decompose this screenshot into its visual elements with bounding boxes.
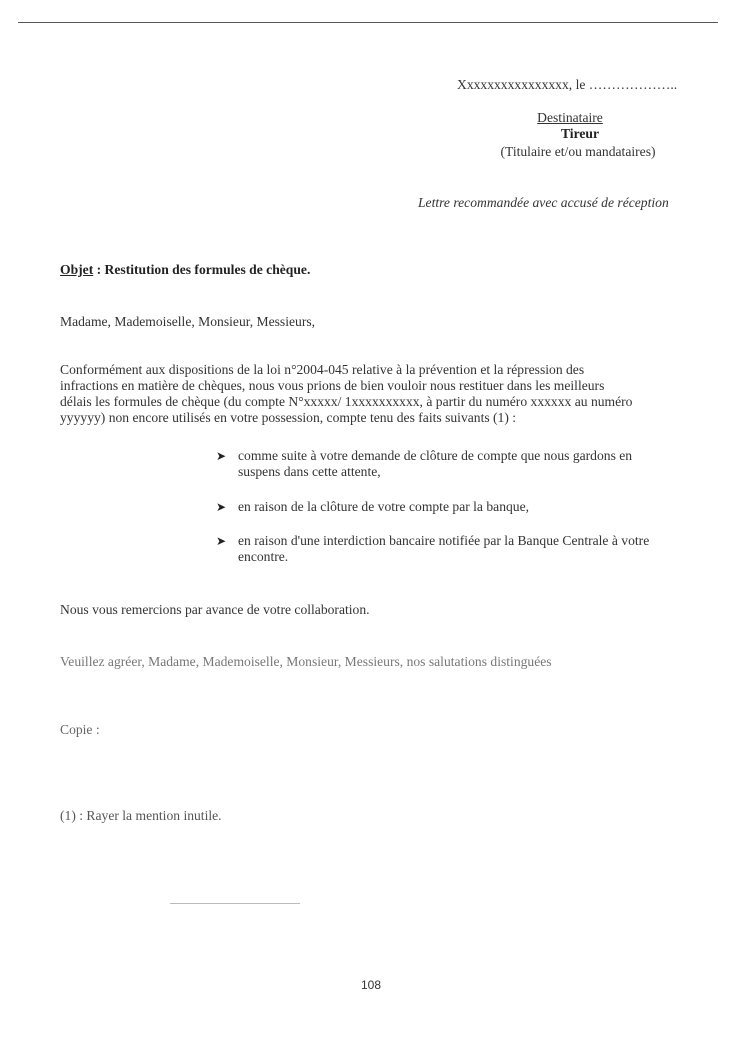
bullet-line: encontre. [238, 549, 289, 564]
bullet-line: suspens dans cette attente, [238, 464, 381, 479]
footnote: (1) : Rayer la mention inutile. [60, 808, 222, 823]
copy-label: Copie : [60, 722, 100, 737]
scan-top-line [18, 22, 718, 23]
bullet-line: en raison de la clôture de votre compte par la banque, [238, 499, 530, 514]
scan-bottom-mark [170, 903, 300, 904]
arrowhead-bullet-icon: ➤ [216, 534, 227, 548]
subject-text: : Restitution des formules de chèque. [93, 262, 311, 277]
body-line: infractions en matière de chèques, nous vous prions de bien vouloir nous restituer dans les meilleurs [60, 378, 605, 393]
subject-label: Objet [60, 262, 94, 277]
arrowhead-bullet-icon: ➤ [216, 449, 227, 463]
place-date: Xxxxxxxxxxxxxxxx, le ……………….. [457, 77, 678, 92]
subject-line [60, 262, 310, 278]
recipient: Tireur [560, 126, 599, 141]
recipient-detail: (Titulaire et/ou mandataires) [500, 144, 656, 159]
body-line: délais les formules de chèque (du compte N°xxxxx/ 1xxxxxxxxxx, à partir du numéro xxxxxx au numéro [60, 394, 633, 409]
salutation: Madame, Mademoiselle, Monsieur, Messieurs, [60, 314, 316, 329]
body-line: Conformément aux dispositions de la loi n°2004-045 relative à la prévention et la répression des [60, 362, 585, 377]
delivery-mode: Lettre recommandée avec accusé de réception [418, 195, 669, 210]
page-number: 108 [361, 978, 382, 992]
closing-line: Veuillez agréer, Madame, Mademoiselle, Monsieur, Messieurs, nos salutations distinguées [60, 654, 552, 669]
recipient-label: Destinataire [537, 110, 603, 125]
body-line: yyyyyy) non encore utilisés en votre possession, compte tenu des faits suivants (1) : [60, 410, 517, 425]
body-paragraph [60, 362, 700, 426]
bullet-line: en raison d'une interdiction bancaire notifiée par la Banque Centrale à votre [238, 533, 650, 548]
arrowhead-bullet-icon: ➤ [216, 500, 227, 514]
thanks-line: Nous vous remercions par avance de votre collaboration. [60, 602, 370, 617]
bullet-line: comme suite à votre demande de clôture de compte que nous gardons en [238, 448, 633, 463]
